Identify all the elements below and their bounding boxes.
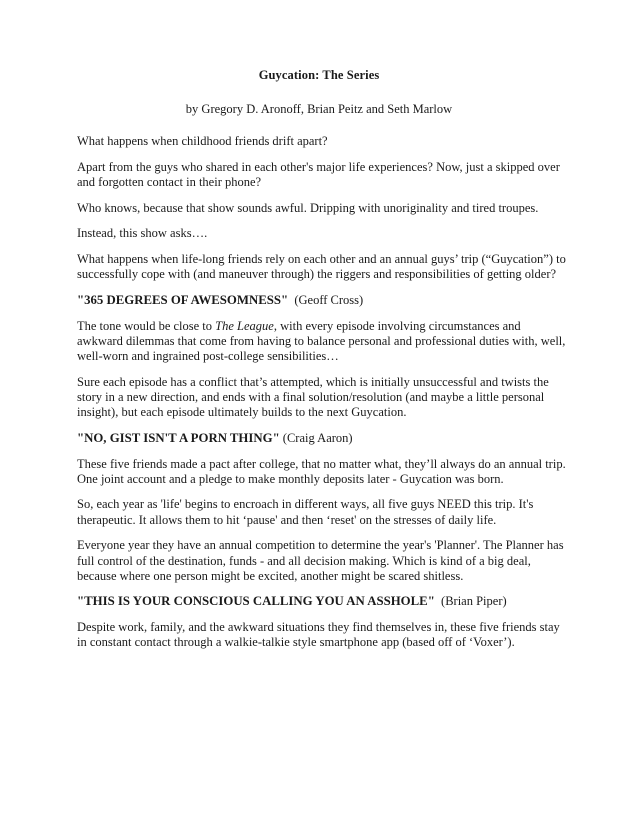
section-heading-credit: (Craig Aaron) <box>282 430 353 445</box>
paragraph-each-year: So, each year as 'life' begins to encroach in different ways, all five guys NEED this trip. It's therapeutic. It allows them to hit ‘pause' and then ‘reset' on the stresses of daily life. <box>77 497 534 527</box>
section-heading-title: "NO, GIST ISN'T A PORN THING" <box>77 430 280 445</box>
section-heading-2 <box>77 431 567 446</box>
section-heading-title: "THIS IS YOUR CONSCIOUS CALLING YOU AN ASSHOLE" <box>77 594 435 609</box>
document-title: Guycation: The Series <box>258 68 380 82</box>
section-heading-3 <box>77 594 567 609</box>
paragraph-episode-structure: Sure each episode has a conflict that’s attempted, which is initially unsuccessful and twists the story in a new direction, and ends with a final solution/resolution (and maybe a little personal insight), but each episode ultimately builds to the next Guycation. <box>77 374 549 420</box>
paragraph-who-knows: Who knows, because that show sounds awful. Dripping with unoriginality and tired troupes. <box>77 200 539 215</box>
section-heading-credit: (Brian Piper) <box>441 594 507 609</box>
paragraph-pact: These five friends made a pact after college, that no matter what, they’ll always do an annual trip. One joint account and a pledge to make monthly deposits later - Guycation was born. <box>77 456 566 486</box>
tone-text-end: , with every episode involving circumstances and awkward dilemmas that come from having to balance personal and professional duties with, well, well-worn and ingrained post-college sensibilities… <box>77 318 566 364</box>
paragraph-intro-question: What happens when childhood friends drift apart? <box>77 134 328 148</box>
section-heading-1 <box>77 293 567 308</box>
section-heading-credit: (Geoff Cross) <box>294 292 364 307</box>
paragraph-tone <box>77 319 567 365</box>
tone-text-start: The tone would be close to <box>77 318 216 333</box>
show-reference-title: The League <box>215 318 274 333</box>
paragraph-instead: Instead, this show asks…. <box>77 226 208 241</box>
paragraph-planner: Everyone year they have an annual competition to determine the year's 'Planner'. The Planner has full control of the destination, funds - and all decision making. Which is kind of a big deal, because where one person might be excited, another might be scared shitless. <box>77 538 564 583</box>
paragraph-apart: Apart from the guys who shared in each other's major life experiences? Now, just a skipped over and forgotten contact in their phone? <box>77 159 560 189</box>
paragraph-contact: Despite work, family, and the awkward situations they find themselves in, these five friends stay in constant contact through a walkie-talkie style smartphone app (based off of ‘Voxer’). <box>77 620 560 650</box>
author-byline: by Gregory D. Aronoff, Brian Peitz and Seth Marlow <box>185 102 453 116</box>
paragraph-premise: What happens when life-long friends rely on each other and an annual guys’ trip (“Guycation”) to successfully cope with (and maneuver through) the riggers and responsibilities of getting older? <box>77 252 566 282</box>
section-heading-title: "365 DEGREES OF AWESOMNESS" <box>77 292 289 307</box>
document-body <box>77 134 567 661</box>
